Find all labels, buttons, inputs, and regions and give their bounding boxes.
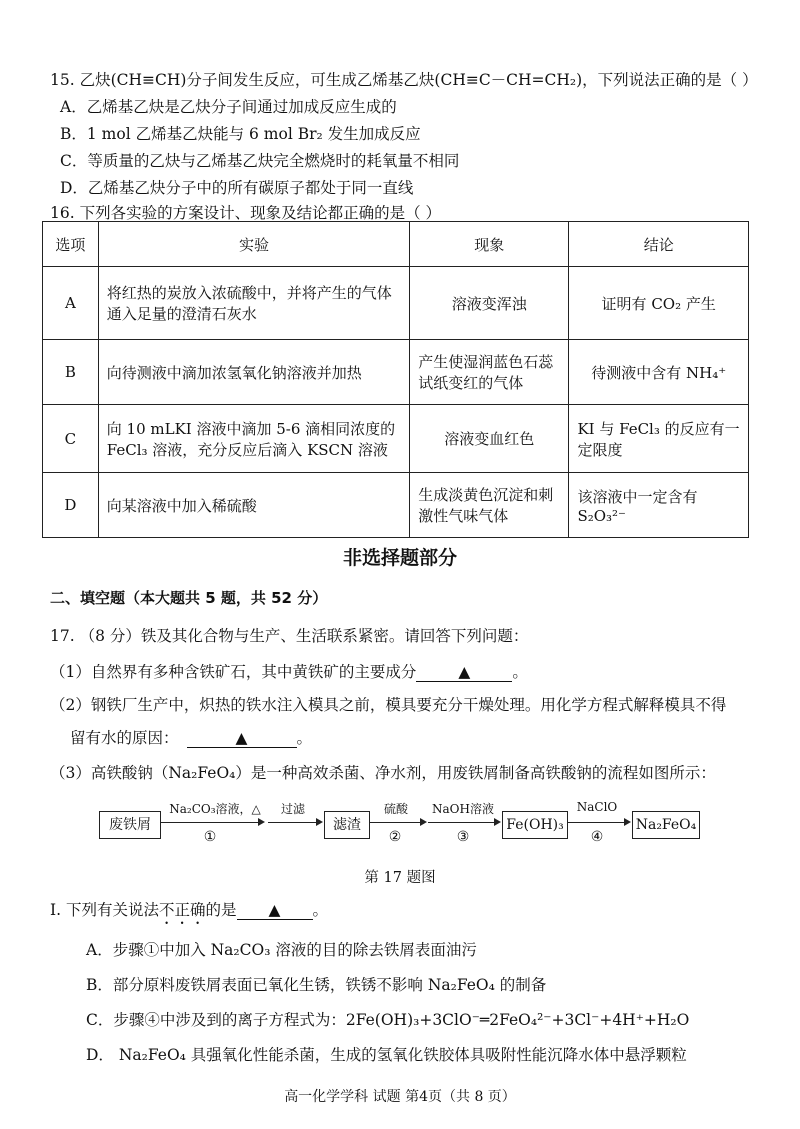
- table-cell: 待测液中含有 NH₄⁺: [569, 340, 749, 405]
- table-header: 选项: [43, 222, 99, 267]
- table-row: [43, 405, 749, 473]
- flow-box-scrap-iron: 废铁屑: [99, 811, 161, 839]
- table-row: [43, 473, 749, 538]
- figure-caption: 第 17 题图: [364, 870, 436, 886]
- q17-sub1-end: 。: [312, 901, 329, 919]
- flow-arrow: [268, 822, 316, 823]
- flow-step-number: ③: [456, 829, 470, 845]
- table-header: 实验: [98, 222, 409, 267]
- flow-box-fe-oh-3: Fe(OH)₃: [502, 811, 568, 839]
- flow-step-label: NaClO: [576, 800, 618, 814]
- answer-blank[interactable]: ▲: [416, 663, 512, 682]
- table-cell: 证明有 CO₂ 产生: [569, 267, 749, 340]
- table-cell: 该溶液中一定含有 S₂O₃²⁻: [569, 473, 749, 538]
- emphasis-text: 不正确: [158, 901, 206, 919]
- q17-part3: （3）高铁酸钠（Na₂FeO₄）是一种高效杀菌、净水剂，用废铁屑制备高铁酸钠的流程如图所示：: [50, 764, 716, 782]
- q15-option-c: C．等质量的乙炔与乙烯基乙炔完全燃烧时的耗氧量不相同: [60, 152, 460, 170]
- answer-blank[interactable]: ▲: [187, 729, 297, 748]
- table-cell: A: [43, 267, 99, 340]
- q17-sub1-text: I. 下列有关说法: [50, 901, 159, 919]
- table-cell: 产生使湿润蓝色石蕊试纸变红的气体: [410, 340, 569, 405]
- table-cell: 向某溶液中加入稀硫酸: [98, 473, 409, 538]
- arrowhead-icon: [624, 818, 631, 826]
- table-row: [43, 267, 749, 340]
- arrowhead-icon: [494, 818, 501, 826]
- arrowhead-icon: [420, 818, 427, 826]
- flow-arrow: [568, 822, 624, 823]
- table-cell: KI 与 FeCl₃ 的反应有一定限度: [569, 405, 749, 473]
- table-cell: 生成淡黄色沉淀和刺激性气味气体: [410, 473, 569, 538]
- q17-part1-end: 。: [512, 663, 528, 681]
- table-row: [43, 340, 749, 405]
- q15-option-b: B．1 mol 乙烯基乙炔能与 6 mol Br₂ 发生加成反应: [60, 125, 421, 143]
- flow-step-label: 过滤: [280, 802, 305, 816]
- table-cell: 将红热的炭放入浓硫酸中，并将产生的气体通入足量的澄清石灰水: [98, 267, 409, 340]
- table-cell: 向 10 mLKI 溶液中滴加 5-6 滴相同浓度的 FeCl₃ 溶液，充分反应后滴入 KSCN 溶液: [98, 405, 409, 473]
- q16-table: [42, 221, 749, 538]
- part2-title: 二、填空题（本大题共 5 题，共 52 分）: [50, 589, 328, 607]
- flow-box-residue: 滤渣: [324, 811, 370, 839]
- table-cell: C: [43, 405, 99, 473]
- flow-step-number: ④: [590, 829, 604, 845]
- q17-sub1-option-a: A．步骤①中加入 Na₂CO₃ 溶液的目的除去铁屑表面油污: [86, 941, 477, 959]
- q17-part2-text: 留有水的原因：: [70, 729, 179, 747]
- section-title: 非选择题部分: [342, 547, 457, 569]
- arrowhead-icon: [316, 818, 323, 826]
- q17-sub1-text2: 的是: [205, 901, 237, 919]
- flow-step-label: Na₂CO₃溶液，△: [169, 802, 261, 816]
- q15-stem: 15. 乙炔(CH≡CH)分子间发生反应，可生成乙烯基乙炔(CH≡C－CH=CH₂)，下列说法正确的是（ ）: [50, 71, 758, 89]
- q17-part2-line1: （2）钢铁厂生产中，炽热的铁水注入模具之前，模具要充分干燥处理。用化学方程式解释模具不得: [50, 696, 727, 714]
- arrowhead-icon: [258, 818, 265, 826]
- table-cell: B: [43, 340, 99, 405]
- q17-sub1: [50, 898, 328, 928]
- q16-stem: 16. 下列各实验的方案设计、现象及结论都正确的是（ ）: [50, 204, 442, 222]
- q17-sub1-option-c: C．步骤④中涉及到的离子方程式为：2Fe(OH)₃+3ClO⁻═2FeO₄²⁻+3Cl⁻+4H⁺+H₂O: [86, 1011, 690, 1029]
- table-header: 现象: [410, 222, 569, 267]
- flow-box-na2feo4: Na₂FeO₄: [632, 811, 700, 839]
- table-cell: 溶液变血红色: [410, 405, 569, 473]
- flow-arrow: [428, 822, 494, 823]
- q15-option-d: D．乙烯基乙炔分子中的所有碳原子都处于同一直线: [60, 179, 414, 197]
- flow-arrow: [160, 822, 258, 823]
- table-cell: 溶液变浑浊: [410, 267, 569, 340]
- flow-step-number: ①: [203, 829, 217, 845]
- flow-step-label: NaOH溶液: [432, 802, 494, 816]
- answer-blank[interactable]: ▲: [237, 901, 313, 920]
- q17-sub1-option-d: D． Na₂FeO₄ 具强氧化性能杀菌，生成的氢氧化铁胶体具吸附性能沉降水体中悬浮颗粒: [86, 1046, 687, 1064]
- q17-part1: [50, 660, 528, 682]
- table-cell: 向待测液中滴加浓氢氧化钠溶液并加热: [98, 340, 409, 405]
- page-footer: 高一化学学科 试题 第4页（共 8 页）: [284, 1089, 516, 1105]
- q17-part2-line2: [70, 726, 312, 748]
- q15-option-a: A．乙烯基乙炔是乙炔分子间通过加成反应生成的: [60, 98, 397, 116]
- q17-part2-end: 。: [296, 729, 313, 747]
- flow-step-label: 硫酸: [383, 802, 408, 816]
- table-cell: D: [43, 473, 99, 538]
- table-header-row: [43, 222, 749, 267]
- flow-arrow: [370, 822, 420, 823]
- q17-sub1-option-b: B．部分原料废铁屑表面已氧化生锈，铁锈不影响 Na₂FeO₄ 的制备: [86, 976, 547, 994]
- q17-part1-text: （1）自然界有多种含铁矿石，其中黄铁矿的主要成分: [50, 663, 417, 681]
- table-header: 结论: [569, 222, 749, 267]
- flow-step-number: ②: [388, 829, 402, 845]
- q17-stem: 17. （8 分）铁及其化合物与生产、生活联系紧密。请回答下列问题：: [50, 627, 529, 645]
